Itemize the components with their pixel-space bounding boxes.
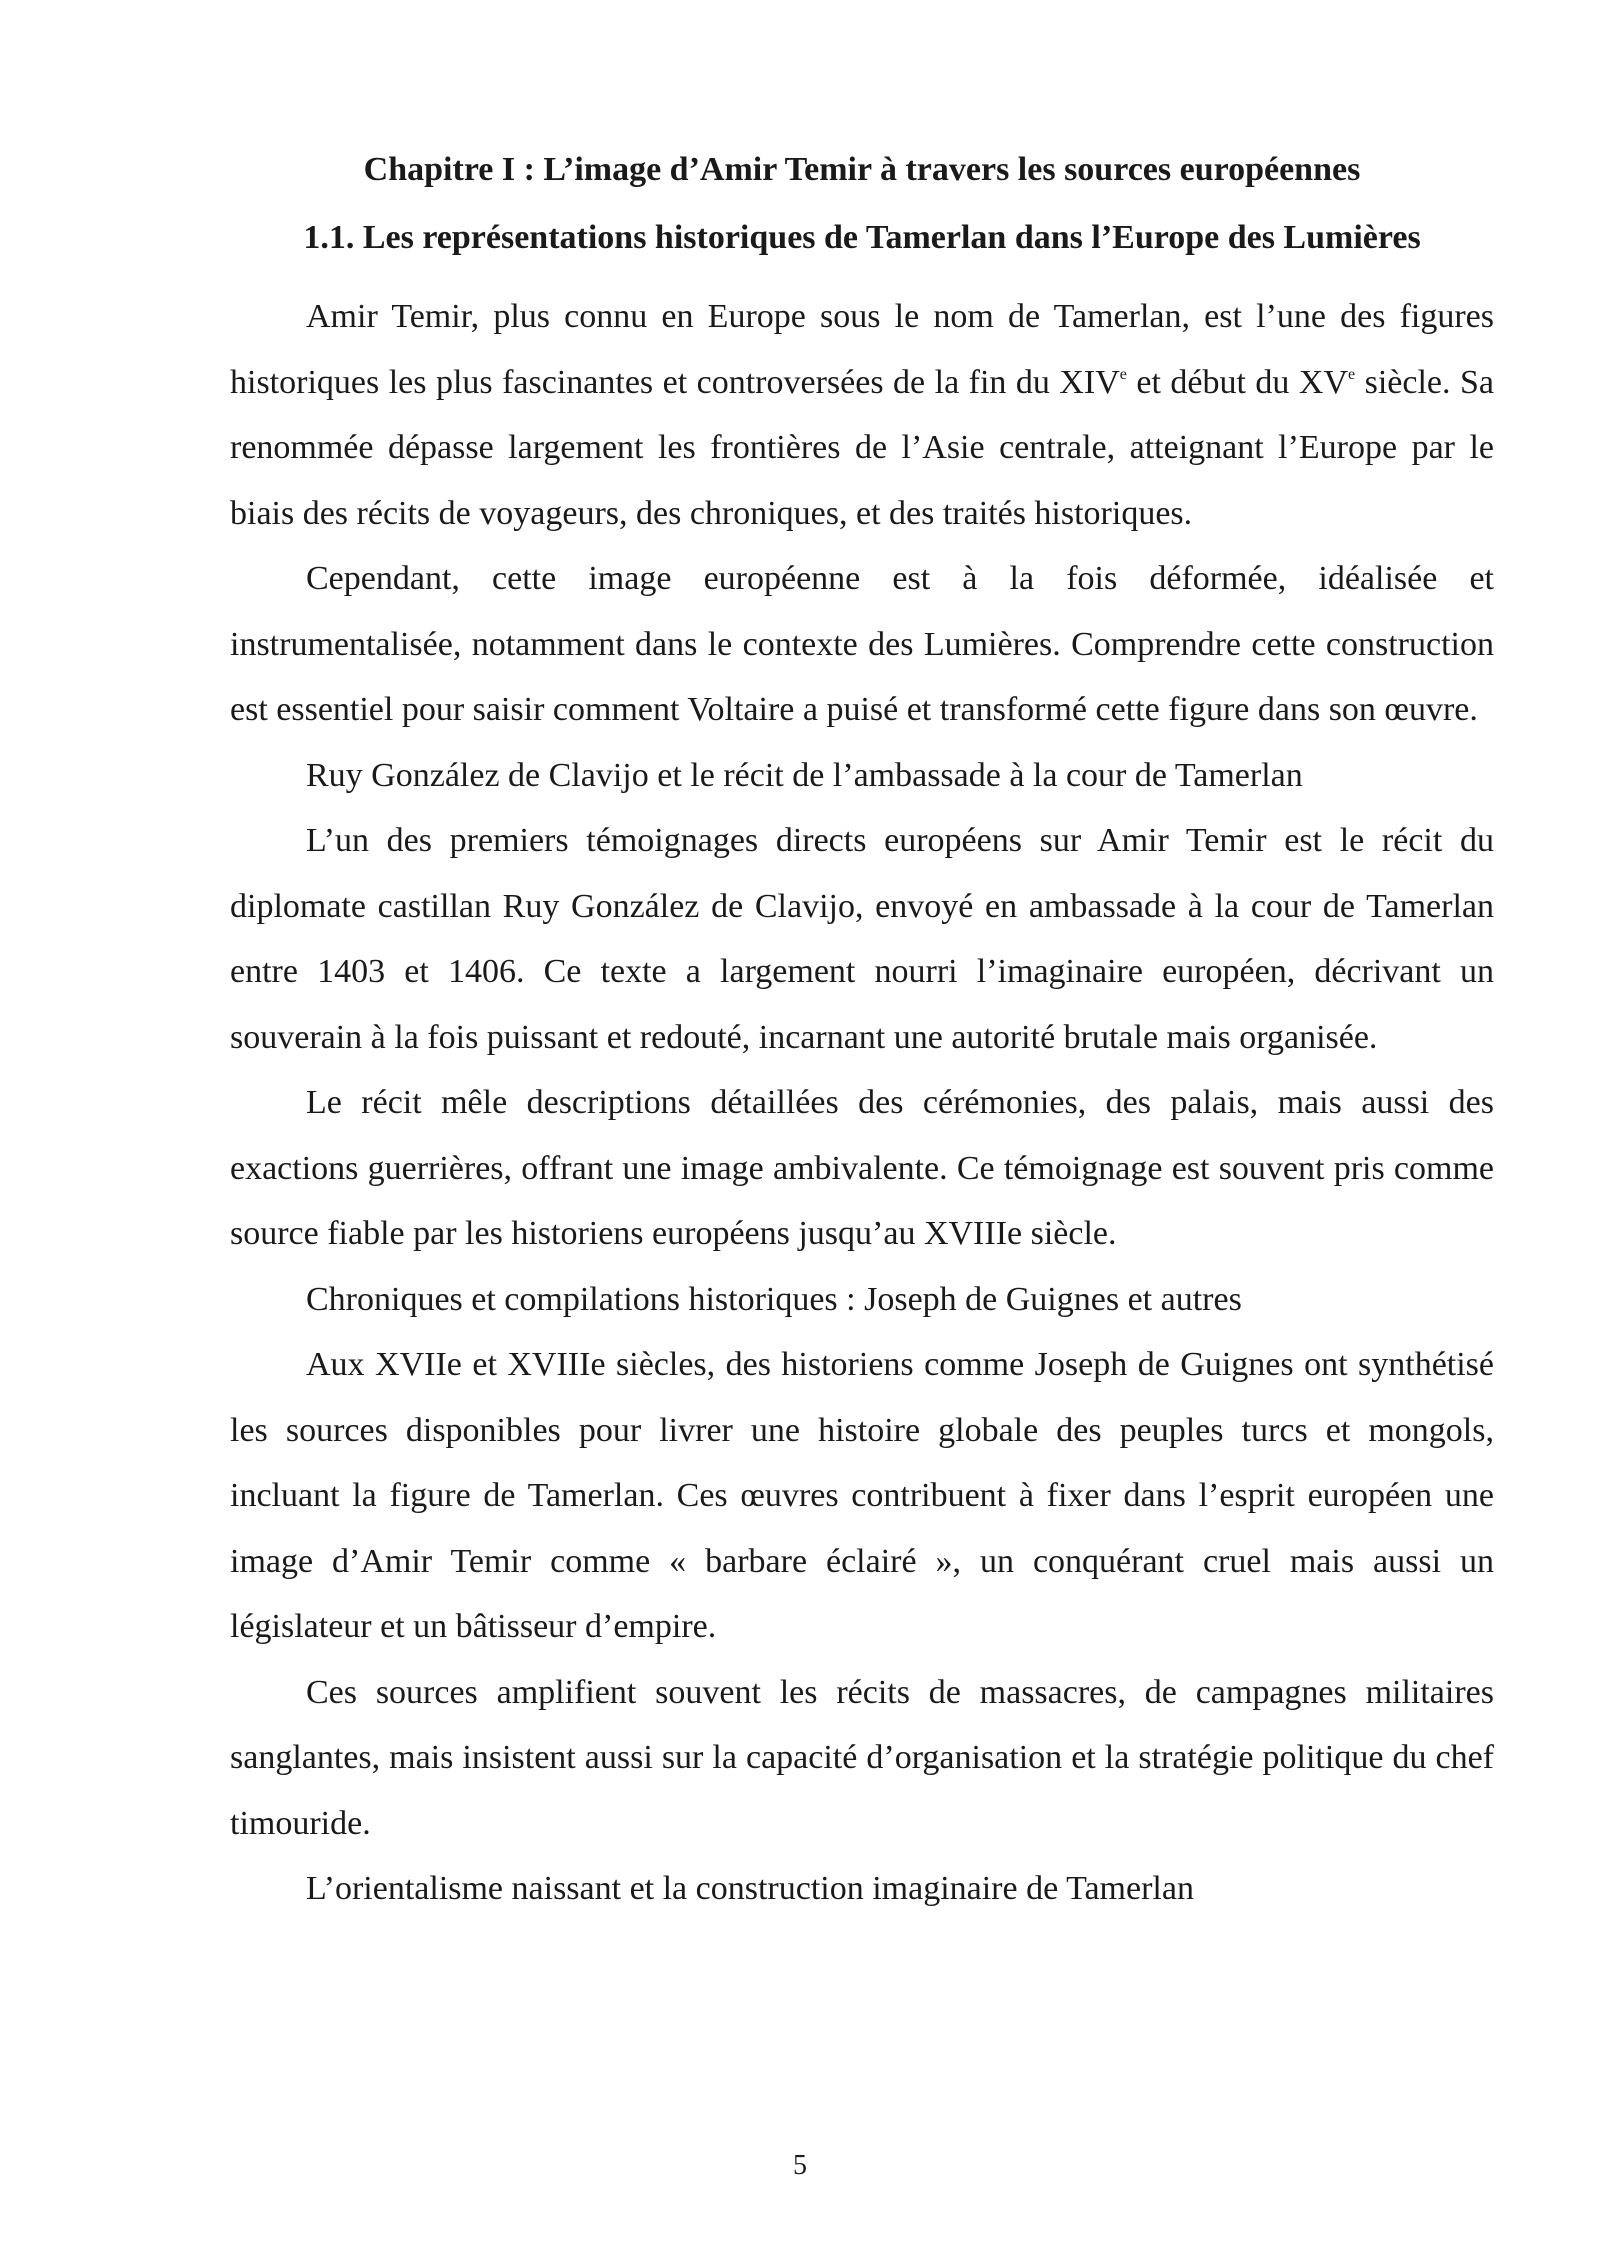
paragraph-intro-text-2: et début du XV: [1126, 363, 1349, 401]
superscript-e-2: e: [1348, 365, 1356, 383]
subheading-clavijo: Ruy González de Clavijo et le récit de l’ambassade à la cour de Tamerlan: [306, 756, 1303, 794]
superscript-e-1: e: [1119, 365, 1127, 383]
subheading-chroniques: Chroniques et compilations historiques : Joseph de Guignes et autres: [306, 1280, 1242, 1318]
page-number: 5: [793, 2150, 807, 2181]
chapter-title: Chapitre I : L’image d’Amir Temir à travers les sources européennes: [363, 151, 1361, 188]
paragraph-guignes: Aux XVIIe et XVIIIe siècles, des historiens comme Joseph de Guignes ont synthétisé les sources disponibles pour livrer une histoire globale des peuples turcs et mongols, incluant la figure de Tamerlan. Ces œuvres contribuent à fixer dans l’esprit européen une image d’Amir Temir comme « barbare éclairé », un conquérant cruel mais aussi un législateur et un bâtisseur d’empire.: [230, 1346, 1494, 1645]
paragraph-clavijo-temoignage: L’un des premiers témoignages directs européens sur Amir Temir est le récit du diplomate castillan Ruy González de Clavijo, envoyé en ambassade à la cour de Tamerlan entre 1403 et 1406. Ce texte a largement nourri l’imaginaire européen, décrivant un souverain à la fois puissant et redouté, incarnant une autorité brutale mais organisée.: [230, 822, 1494, 1056]
subheading-orientalisme: L’orientalisme naissant et la construction imaginaire de Tamerlan: [306, 1870, 1194, 1907]
section-title: 1.1. Les représentations historiques de Tamerlan dans l’Europe des Lumières: [303, 219, 1421, 256]
paragraph-intro: [230, 284, 1494, 546]
paragraph-sources-amplifient: Ces sources amplifient souvent les récits de massacres, de campagnes militaires sanglantes, mais insistent aussi sur la capacité d’organisation et la stratégie politique du chef timouride.: [230, 1673, 1494, 1842]
paragraph-intro-text-3: siècle. Sa renommée dépasse largement les frontières de l’Asie centrale, atteignant l’Europe par le biais des récits de voyageurs, des chroniques, et des traités historiques.: [230, 363, 1494, 532]
document-page: [230, 150, 1494, 1922]
paragraph-clavijo-recit: Le récit mêle descriptions détaillées des cérémonies, des palais, mais aussi des exactions guerrières, offrant une image ambivalente. Ce témoignage est souvent pris comme source fiable par les historiens européens jusqu’au XVIIIe siècle.: [230, 1084, 1494, 1252]
paragraph-intro-text-1: Amir Temir, plus connu en Europe sous le nom de Tamerlan, est l’une des figures historiques les plus fascinantes et controversées de la fin du XIV: [230, 298, 1494, 401]
paragraph-image-europeenne: Cependant, cette image européenne est à la fois déformée, idéalisée et instrumentalisée, notamment dans le contexte des Lumières. Comprendre cette construction est essentiel pour saisir comment Voltaire a puisé et transformé cette figure dans son œuvre.: [230, 560, 1494, 728]
